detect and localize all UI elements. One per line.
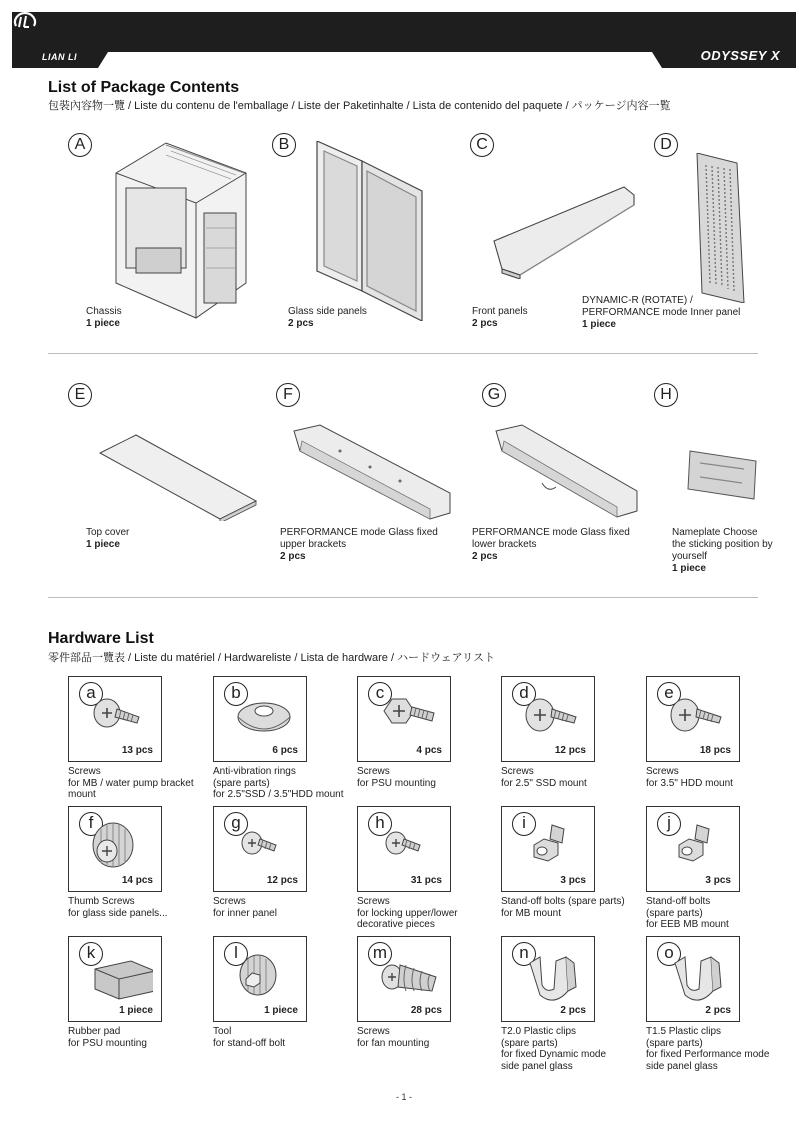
hardware-letter: h xyxy=(368,812,392,836)
inner-panel-image xyxy=(692,153,752,303)
hardware-letter: k xyxy=(79,942,103,966)
hardware-letter: i xyxy=(512,812,536,836)
hardware-caption xyxy=(68,766,218,801)
hardware-caption xyxy=(68,896,218,919)
divider xyxy=(48,597,758,598)
hardware-caption xyxy=(357,896,507,931)
hardware-caption-line: Screws xyxy=(357,1026,390,1037)
hardware-caption-line: Screws xyxy=(646,766,679,777)
hardware-item xyxy=(357,936,451,1022)
hardware-caption-line: Screws xyxy=(357,766,390,777)
hardware-caption xyxy=(357,1026,507,1049)
hardware-qty: 1 piece xyxy=(264,1005,298,1016)
package-letter: C xyxy=(470,133,494,157)
hardware-item xyxy=(501,676,595,762)
plastic-clip-icon xyxy=(669,951,731,1007)
package-title: List of Package Contents xyxy=(48,79,240,96)
hardware-caption-line: for glass side panels... xyxy=(68,907,168,919)
package-item xyxy=(580,133,760,348)
hardware-caption-line: (spare parts) xyxy=(501,1037,558,1049)
hardware-letter: m xyxy=(368,942,392,966)
package-letter: A xyxy=(68,133,92,157)
hardware-caption xyxy=(213,766,363,801)
package-letter: D xyxy=(654,133,678,157)
hardware-qty: 14 pcs xyxy=(121,875,153,886)
hardware-qty: 4 pcs xyxy=(416,745,442,756)
hardware-caption-line: Stand-off bolts xyxy=(646,896,711,907)
hardware-caption-line: for 2.5"SSD / 3.5"HDD mount xyxy=(213,789,344,800)
hardware-caption-line: (spare parts) xyxy=(646,1037,703,1049)
hardware-title: Hardware List xyxy=(48,630,154,647)
package-letter: H xyxy=(654,383,678,407)
standoff-tool-icon xyxy=(236,951,298,1007)
hardware-letter: o xyxy=(657,942,681,966)
hardware-letter: a xyxy=(79,682,103,706)
hardware-caption-line: decorative pieces xyxy=(357,919,435,930)
hardware-caption-line: mount xyxy=(68,789,96,800)
hardware-caption-line: Stand-off bolts (spare parts) xyxy=(501,896,625,907)
hardware-letter: c xyxy=(368,682,392,706)
package-letter: B xyxy=(272,133,296,157)
hardware-letter: f xyxy=(79,812,103,836)
hardware-letter: j xyxy=(657,812,681,836)
hardware-letter: e xyxy=(657,682,681,706)
hardware-item xyxy=(213,806,307,892)
hardware-qty: 1 piece xyxy=(119,1005,153,1016)
pan-head-screw-icon xyxy=(91,691,153,747)
hardware-item xyxy=(68,806,162,892)
hardware-caption-line: side panel glass xyxy=(501,1060,573,1072)
hardware-caption-line: for locking upper/lower xyxy=(357,907,458,919)
hardware-caption xyxy=(213,1026,363,1049)
page-number: - 1 - xyxy=(395,1092,412,1102)
fan-screw-icon xyxy=(380,951,442,1007)
package-caption: Top cover 1 piece xyxy=(86,527,130,550)
hardware-caption-line: Screws xyxy=(68,766,101,777)
hardware-item xyxy=(213,676,307,762)
package-item xyxy=(68,383,268,558)
hardware-caption-line: (spare parts) xyxy=(213,777,270,789)
header-bar xyxy=(12,12,796,68)
hardware-caption-line: for EEB MB mount xyxy=(646,919,729,930)
hardware-item xyxy=(646,806,740,892)
hex-screw-icon xyxy=(380,691,442,747)
hardware-caption-line: for inner panel xyxy=(213,907,277,919)
package-item xyxy=(654,383,774,593)
rubber-ring-icon xyxy=(236,691,298,747)
hardware-item xyxy=(646,936,740,1022)
hardware-letter: n xyxy=(512,942,536,966)
hardware-qty: 6 pcs xyxy=(272,745,298,756)
package-caption: PERFORMANCE mode Glass fixed upper brackets 2 pcs xyxy=(280,527,438,562)
hardware-qty: 2 pcs xyxy=(705,1005,731,1016)
hardware-caption xyxy=(646,766,796,789)
hardware-caption-line: Thumb Screws xyxy=(68,896,135,907)
hardware-caption-line: Screws xyxy=(213,896,246,907)
package-caption: DYNAMIC-R (ROTATE) / PERFORMANCE mode Inner panel 1 piece xyxy=(582,295,741,330)
hardware-caption-line: for MB mount xyxy=(501,907,562,919)
package-caption: Chassis 1 piece xyxy=(86,306,122,329)
plastic-clip-icon xyxy=(524,951,586,1007)
nameplate-image xyxy=(684,447,764,507)
chassis-image xyxy=(96,133,256,333)
standoff-icon xyxy=(524,821,586,877)
package-subtitle: 包裝內容物一覽 / Liste du contenu de l'emballage / Liste der Paketinhalte / Lista de contenido del paquete / パッケージ内容一覧 xyxy=(48,100,671,112)
hardware-caption xyxy=(501,1026,651,1072)
hardware-caption-line: Screws xyxy=(357,896,390,907)
header-background xyxy=(12,12,796,68)
hardware-caption-line: for PSU mounting xyxy=(68,1037,147,1049)
hardware-item xyxy=(68,936,162,1022)
hardware-item xyxy=(357,806,451,892)
package-item xyxy=(276,383,466,562)
hardware-caption xyxy=(646,1026,796,1072)
hardware-caption-line: for 3.5" HDD mount xyxy=(646,777,733,789)
hardware-letter: d xyxy=(512,682,536,706)
package-letter: G xyxy=(482,383,506,407)
hardware-qty: 12 pcs xyxy=(266,875,298,886)
hardware-caption-line: for stand-off bolt xyxy=(213,1037,286,1049)
hardware-caption-line: for MB / water pump bracket xyxy=(68,777,194,789)
hardware-caption xyxy=(68,1026,218,1049)
hardware-qty: 3 pcs xyxy=(705,875,731,886)
glass-panels-image xyxy=(312,141,432,321)
small-screw-icon xyxy=(380,821,442,877)
hardware-caption-line: Screws xyxy=(501,766,534,777)
divider xyxy=(48,353,758,354)
top-cover-image xyxy=(98,431,258,521)
lower-bracket-image xyxy=(492,421,642,521)
hardware-subtitle: 零件部品一覽表 / Liste du matériel / Hardwareliste / Lista de hardware / ハードウェアリスト xyxy=(48,652,495,664)
hardware-caption xyxy=(646,896,796,931)
hardware-qty: 13 pcs xyxy=(121,745,153,756)
hardware-caption-line: for 2.5" SSD mount xyxy=(501,777,587,789)
hardware-item xyxy=(501,806,595,892)
hardware-caption-line: for fan mounting xyxy=(357,1037,430,1049)
hardware-letter: l xyxy=(224,942,248,966)
hardware-qty: 3 pcs xyxy=(560,875,586,886)
package-item xyxy=(470,383,650,562)
hardware-caption-line: for PSU mounting xyxy=(357,777,436,789)
thumb-screw-icon xyxy=(91,821,153,877)
hardware-caption-line: Rubber pad xyxy=(68,1026,121,1037)
hardware-item xyxy=(501,936,595,1022)
hardware-item xyxy=(646,676,740,762)
hardware-item xyxy=(213,936,307,1022)
hardware-caption-line: Anti-vibration rings xyxy=(213,766,296,777)
hardware-item xyxy=(68,676,162,762)
hardware-caption-line: for fixed Dynamic mode xyxy=(501,1049,607,1060)
hardware-letter: g xyxy=(224,812,248,836)
hardware-caption xyxy=(213,896,363,919)
flat-head-screw-icon xyxy=(669,691,731,747)
package-item xyxy=(68,133,268,348)
hardware-caption-line: T1.5 Plastic clips xyxy=(646,1026,722,1037)
hardware-caption xyxy=(357,766,507,789)
small-screw-icon xyxy=(236,821,298,877)
hardware-letter: b xyxy=(224,682,248,706)
hardware-qty: 12 pcs xyxy=(554,745,586,756)
hardware-caption-line: Tool xyxy=(213,1026,232,1037)
hardware-qty: 31 pcs xyxy=(410,875,442,886)
hardware-caption-line: (spare parts) xyxy=(646,907,703,919)
hardware-item xyxy=(357,676,451,762)
upper-bracket-image xyxy=(290,421,455,521)
package-letter: F xyxy=(276,383,300,407)
package-caption: Front panels 2 pcs xyxy=(472,306,528,329)
flat-head-screw-icon xyxy=(524,691,586,747)
product-name: ODYSSEY X xyxy=(700,48,780,63)
package-caption: Nameplate Choose the sticking position by yourself 1 piece xyxy=(672,527,773,574)
package-caption: PERFORMANCE mode Glass fixed lower brackets 2 pcs xyxy=(472,527,630,562)
lian-li-logo-icon xyxy=(12,12,38,34)
hardware-qty: 28 pcs xyxy=(410,1005,442,1016)
hardware-qty: 2 pcs xyxy=(560,1005,586,1016)
standoff-icon xyxy=(669,821,731,877)
brand-name: LIAN LI xyxy=(42,52,77,62)
package-caption: Glass side panels 2 pcs xyxy=(288,306,367,329)
rubber-pad-icon xyxy=(91,951,153,1007)
hardware-caption-line: side panel glass xyxy=(646,1060,718,1072)
hardware-caption-line: for fixed Performance mode xyxy=(646,1049,770,1060)
package-letter: E xyxy=(68,383,92,407)
hardware-qty: 18 pcs xyxy=(699,745,731,756)
hardware-caption xyxy=(501,766,651,789)
hardware-caption xyxy=(501,896,651,919)
package-item xyxy=(272,133,452,348)
hardware-caption-line: T2.0 Plastic clips xyxy=(501,1026,577,1037)
